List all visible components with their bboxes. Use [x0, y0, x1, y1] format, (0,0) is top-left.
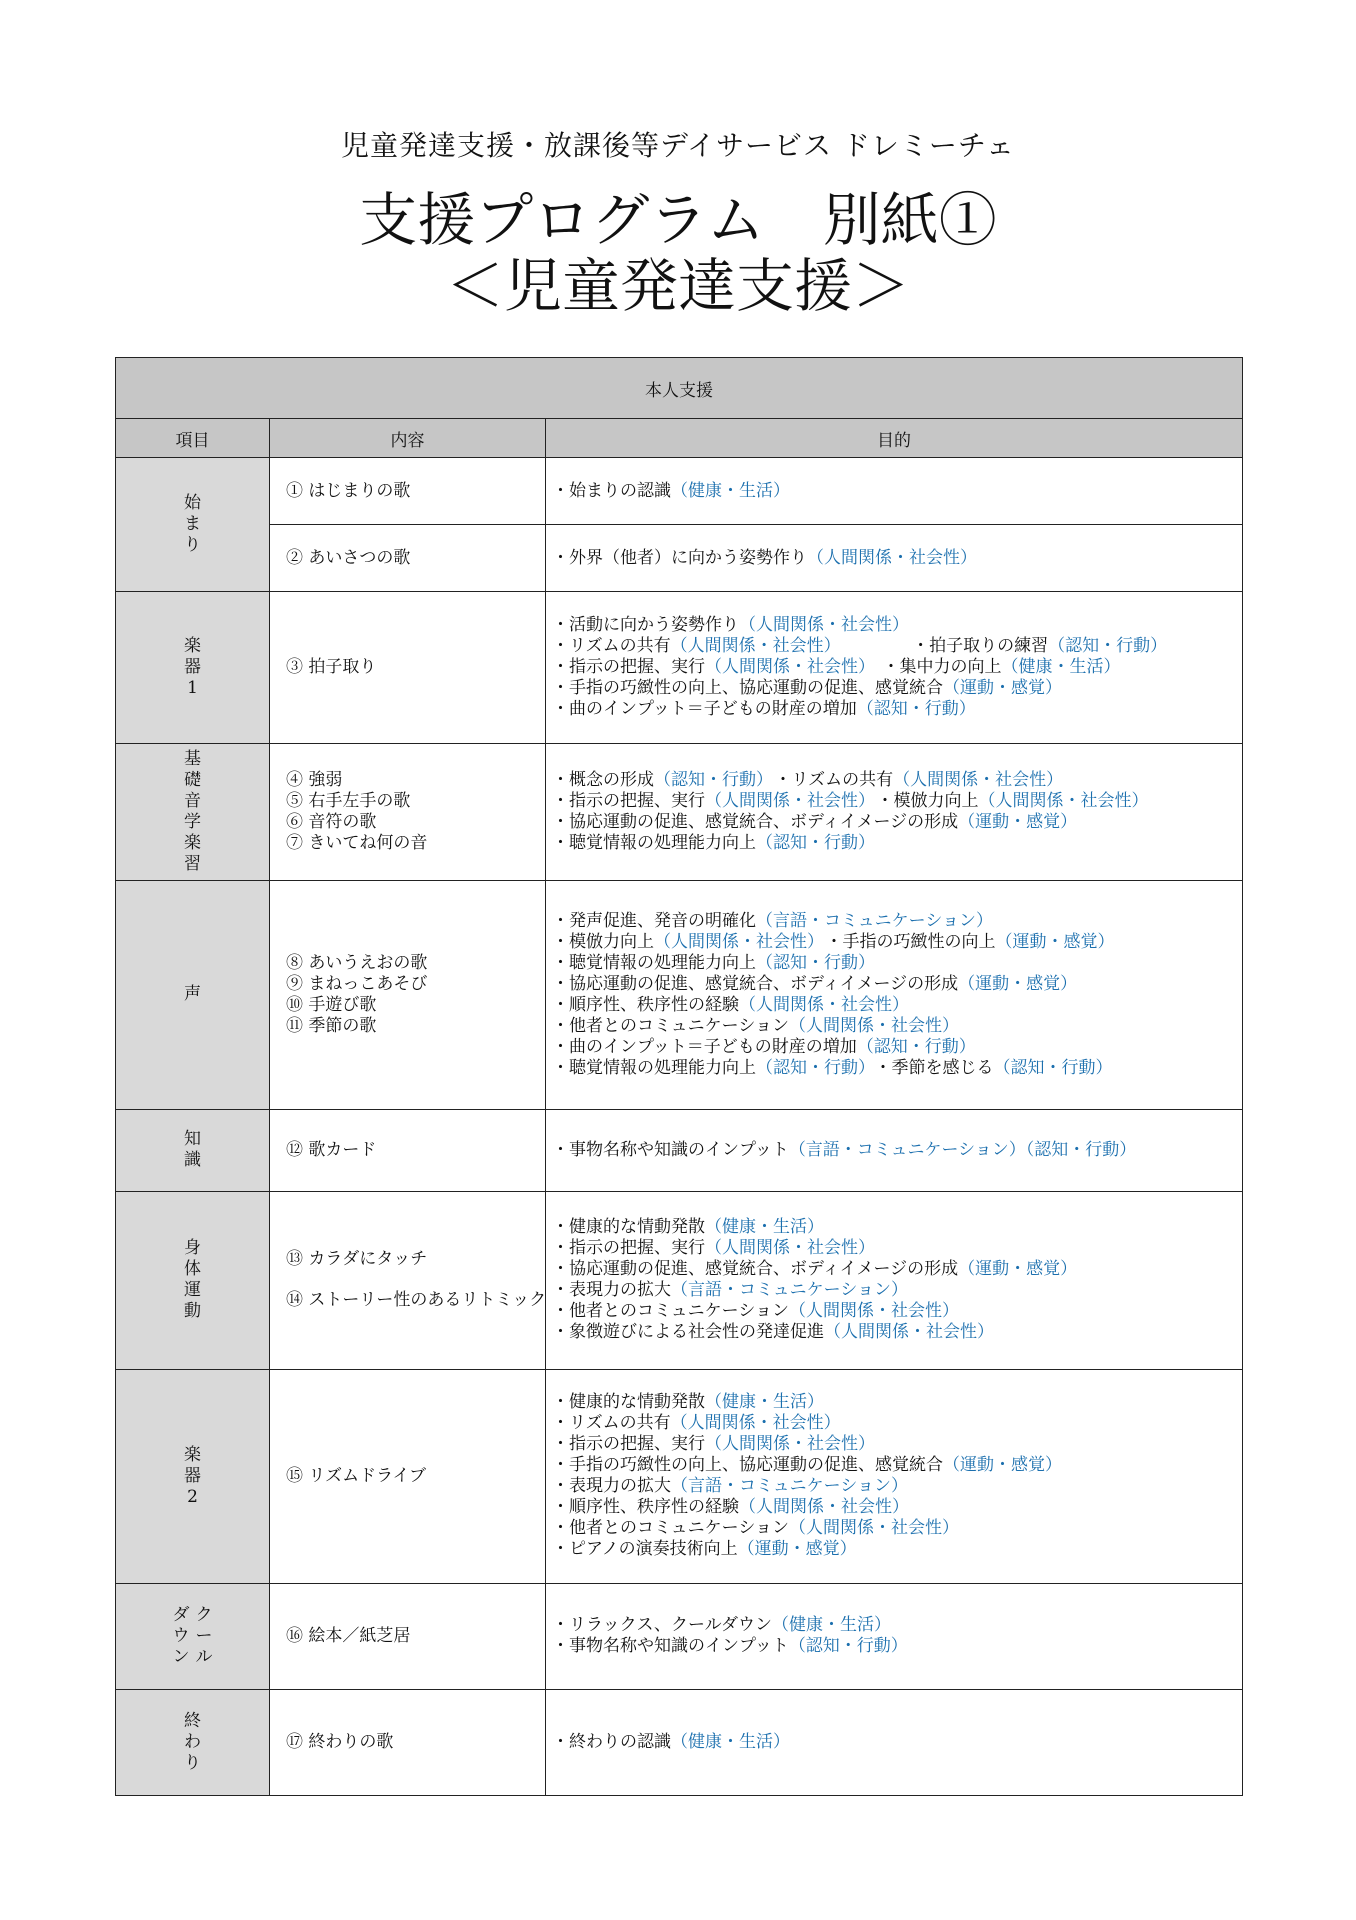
content-item: ⑬ カラダにタッチ — [286, 1249, 428, 1270]
purpose-text: ・他者とのコミュニケーション — [552, 1015, 789, 1036]
organization-name: 児童発達支援・放課後等デイサービス ドレミーチェ — [340, 129, 1016, 162]
purpose-line — [552, 1518, 1242, 1539]
purpose-text: ・発声促進、発音の明確化 — [552, 910, 756, 931]
purpose-text: ・始まりの認識 — [552, 480, 671, 501]
purpose-text: ・協応運動の促進、感覚統合、ボディイメージの形成 — [552, 973, 959, 994]
content-item: ⑫ 歌カード — [286, 1139, 377, 1160]
purpose-text: ・ピアノの演奏技術向上 — [552, 1539, 738, 1560]
domain-tag: （人間関係・社会性） — [893, 770, 1064, 791]
purpose-text: ・指示の把握、実行 — [552, 1238, 705, 1259]
purpose-text: ・聴覚情報の処理能力向上 — [552, 1057, 756, 1078]
category-cell: 知 識 — [116, 1109, 270, 1191]
table-row — [116, 881, 1243, 1109]
content-item: ① はじまりの歌 — [286, 480, 411, 501]
domain-tag: （認知・行動） — [756, 833, 875, 854]
domain-tag: （人間関係・社会性） — [788, 1301, 959, 1322]
content-item: ⑨ まねっこあそび — [286, 973, 428, 994]
category-cell: 身 体 運 動 — [116, 1191, 270, 1369]
domain-tag: （言語・コミュニケーション） — [671, 1280, 908, 1301]
content-item — [286, 1270, 545, 1290]
content-cell — [270, 458, 546, 525]
purpose-line — [552, 1539, 1242, 1560]
domain-tag: （言語・コミュニケーション）（認知・行動） — [788, 1139, 1137, 1160]
content-item: ⑭ ストーリー性のあるリトミック — [286, 1290, 547, 1311]
category-cell: 終 わ り — [116, 1689, 270, 1795]
content-cell — [270, 881, 546, 1109]
content-item: ⑪ 季節の歌 — [286, 1015, 377, 1036]
purpose-text: ・リズムの共有 — [552, 1413, 671, 1434]
purpose-line — [552, 548, 1242, 569]
purpose-text: ・模倣力向上 — [876, 791, 979, 812]
table-row — [116, 458, 1243, 525]
purpose-text: ・健康的な情動発散 — [552, 1392, 705, 1413]
content-item: ⑰ 終わりの歌 — [286, 1731, 394, 1752]
purpose-line — [552, 1615, 1242, 1636]
category-cell: 楽 器 2 — [116, 1369, 270, 1583]
purpose-line — [552, 636, 1242, 657]
domain-tag: （人間関係・社会性） — [705, 1434, 875, 1455]
domain-tag: （運動・感覚） — [995, 931, 1115, 952]
purpose-text: ・表現力の拡大 — [552, 1476, 671, 1497]
purpose-text: ・指示の把握、実行 — [552, 1434, 705, 1455]
domain-tag: （人間関係・社会性） — [739, 994, 909, 1015]
domain-tag: （認知・行動） — [788, 1636, 908, 1657]
purpose-line — [552, 812, 1242, 833]
content-item: ④ 強弱 — [286, 770, 343, 791]
column-header-purpose: 目的 — [546, 419, 1243, 458]
purpose-cell — [546, 1109, 1243, 1191]
purpose-cell — [546, 458, 1243, 525]
purpose-text: ・指示の把握、実行 — [552, 791, 705, 812]
table-body — [116, 458, 1243, 1796]
content-item: ⑤ 右手左手の歌 — [286, 791, 411, 812]
domain-tag: （認知・行動） — [654, 770, 765, 791]
purpose-line — [552, 1140, 1242, 1161]
content-item: ⑩ 手遊び歌 — [286, 994, 377, 1015]
purpose-line — [552, 1434, 1242, 1455]
content-cell — [270, 525, 546, 592]
purpose-line — [552, 1037, 1242, 1058]
domain-tag: （認知・行動） — [756, 952, 875, 973]
purpose-text: ・模倣力向上 — [552, 931, 654, 952]
purpose-text: ・終わりの認識 — [552, 1731, 671, 1752]
table-row — [116, 744, 1243, 881]
purpose-text: ・季節を感じる — [874, 1057, 994, 1078]
purpose-text: ・曲のインプット＝子どもの財産の増加 — [552, 699, 857, 720]
content-item: ⑥ 音符の歌 — [286, 812, 377, 833]
domain-tag: （人間関係・社会性） — [670, 636, 833, 657]
purpose-line — [552, 1455, 1242, 1476]
purpose-line — [552, 770, 1242, 791]
purpose-text: ・曲のインプット＝子どもの財産の増加 — [552, 1036, 857, 1057]
purpose-line — [552, 1413, 1242, 1434]
table-row — [116, 1109, 1243, 1191]
purpose-line — [552, 1280, 1242, 1301]
purpose-line — [552, 833, 1242, 854]
purpose-text: ・事物名称や知識のインプット — [552, 1636, 789, 1657]
content-item: ③ 拍子取り — [286, 657, 377, 678]
domain-tag: （健康・生活） — [1001, 657, 1121, 678]
purpose-text: ・聴覚情報の処理能力向上 — [552, 952, 756, 973]
table-row — [116, 1369, 1243, 1583]
domain-tag: （健康・生活） — [771, 1615, 891, 1636]
purpose-cell — [546, 1369, 1243, 1583]
purpose-line — [552, 1238, 1242, 1259]
purpose-text: ・事物名称や知識のインプット — [552, 1139, 789, 1160]
purpose-cell — [546, 744, 1243, 881]
content-cell — [270, 744, 546, 881]
content-cell — [270, 1369, 546, 1583]
domain-tag: （認知・行動） — [1048, 636, 1168, 657]
table-row — [116, 1191, 1243, 1369]
domain-tag: （人間関係・社会性） — [788, 1015, 959, 1036]
purpose-line — [552, 932, 1242, 953]
purpose-line — [552, 1732, 1242, 1753]
content-cell — [270, 1109, 546, 1191]
domain-tag: （認知・行動） — [856, 699, 976, 720]
domain-tag: （運動・感覚） — [943, 1455, 1062, 1476]
support-program-table — [115, 357, 1243, 1796]
domain-tag: （人間関係・社会性） — [705, 657, 867, 678]
column-header-item: 項目 — [116, 419, 270, 458]
domain-tag: （言語・コミュニケーション） — [756, 910, 993, 931]
purpose-line — [552, 1476, 1242, 1497]
purpose-line — [552, 995, 1242, 1016]
purpose-text: ・順序性、秩序性の経験 — [552, 994, 739, 1015]
content-cell — [270, 1689, 546, 1795]
purpose-text: ・協応運動の促進、感覚統合、ボディイメージの形成 — [552, 1259, 959, 1280]
category-cell: 始 ま り — [116, 458, 270, 592]
purpose-cell — [546, 1689, 1243, 1795]
purpose-cell — [546, 1583, 1243, 1689]
content-cell — [270, 1583, 546, 1689]
purpose-line — [552, 1259, 1242, 1280]
table-row — [116, 525, 1243, 592]
purpose-line — [552, 1301, 1242, 1322]
domain-tag: （人間関係・社会性） — [670, 1413, 841, 1434]
category-cell: 声 — [116, 881, 270, 1109]
table-row — [116, 1583, 1243, 1689]
purpose-text: ・聴覚情報の処理能力向上 — [552, 833, 756, 854]
purpose-text: ・順序性、秩序性の経験 — [552, 1497, 739, 1518]
domain-tag: （認知・行動） — [993, 1057, 1113, 1078]
purpose-cell — [546, 1191, 1243, 1369]
purpose-line — [552, 1497, 1242, 1518]
domain-tag: （人間関係・社会性） — [824, 1322, 994, 1343]
content-item: ⑧ あいうえおの歌 — [286, 952, 428, 973]
purpose-text: ・集中力の向上 — [882, 657, 1002, 678]
purpose-text: ・手指の巧緻性の向上 — [825, 931, 996, 952]
category-cell: 楽 器 1 — [116, 592, 270, 744]
domain-tag: （認知・行動） — [756, 1057, 867, 1078]
purpose-text: ・協応運動の促進、感覚統合、ボディイメージの形成 — [552, 812, 959, 833]
domain-tag: （運動・感覚） — [958, 812, 1078, 833]
purpose-line — [552, 481, 1242, 502]
purpose-text: ・外界（他者）に向かう姿勢作り — [552, 547, 807, 568]
purpose-text: ・手指の巧緻性の向上、協応運動の促進、感覚統合 — [552, 1455, 943, 1476]
content-item: ② あいさつの歌 — [286, 547, 411, 568]
content-item: ⑦ きいてね何の音 — [286, 833, 428, 854]
domain-tag: （人間関係・社会性） — [739, 1497, 909, 1518]
purpose-line — [552, 1217, 1242, 1238]
table-row — [116, 592, 1243, 744]
table-row — [116, 1689, 1243, 1795]
purpose-line — [552, 699, 1242, 720]
purpose-line — [552, 1016, 1242, 1037]
purpose-line — [552, 911, 1242, 932]
content-cell — [270, 592, 546, 744]
purpose-text: ・リズムの共有 — [552, 636, 671, 657]
domain-tag: （運動・感覚） — [958, 973, 1078, 994]
purpose-text: ・手指の巧緻性の向上、協応運動の促進、感覚統合 — [552, 678, 943, 699]
purpose-line — [552, 974, 1242, 995]
domain-tag: （人間関係・社会性） — [705, 1238, 875, 1259]
purpose-text: ・リラックス、クールダウン — [552, 1615, 772, 1636]
purpose-text: ・拍子取りの練習 — [912, 636, 1049, 657]
purpose-text: ・他者とのコミュニケーション — [552, 1301, 789, 1322]
purpose-text: ・象徴遊びによる社会性の発達促進 — [552, 1322, 824, 1343]
content-item: ⑯ 絵本／紙芝居 — [286, 1625, 411, 1646]
purpose-text: ・他者とのコミュニケーション — [552, 1518, 789, 1539]
section-header: 本人支援 — [116, 358, 1243, 419]
page-title: 支援プログラム 別紙① — [359, 186, 997, 254]
domain-tag: （認知・行動） — [856, 1036, 976, 1057]
domain-tag: （人間関係・社会性） — [978, 791, 1149, 812]
purpose-line — [552, 953, 1242, 974]
purpose-text: ・指示の把握、実行 — [552, 657, 705, 678]
purpose-text: ・表現力の拡大 — [552, 1280, 671, 1301]
domain-tag: （健康・生活） — [705, 1217, 824, 1238]
purpose-text: ・健康的な情動発散 — [552, 1217, 705, 1238]
domain-tag: （人間関係・社会性） — [739, 615, 909, 636]
domain-tag: （人間関係・社会性） — [807, 547, 977, 568]
domain-tag: （運動・感覚） — [737, 1539, 857, 1560]
purpose-text: ・概念の形成 — [552, 770, 654, 791]
domain-tag: （健康・生活） — [671, 480, 790, 501]
purpose-line — [552, 1636, 1242, 1657]
content-item: ⑮ リズムドライブ — [286, 1465, 427, 1486]
purpose-line — [552, 1392, 1242, 1413]
purpose-cell — [546, 881, 1243, 1109]
domain-tag: （人間関係・社会性） — [654, 931, 816, 952]
domain-tag: （人間関係・社会性） — [705, 791, 867, 812]
purpose-line — [552, 1322, 1242, 1343]
purpose-line — [552, 1058, 1242, 1079]
purpose-line — [552, 678, 1242, 699]
purpose-line — [552, 615, 1242, 636]
domain-tag: （健康・生活） — [705, 1392, 824, 1413]
domain-tag: （運動・感覚） — [958, 1259, 1078, 1280]
purpose-text: ・リズムの共有 — [774, 770, 894, 791]
purpose-cell — [546, 525, 1243, 592]
domain-tag: （健康・生活） — [671, 1731, 790, 1752]
purpose-cell — [546, 592, 1243, 744]
category-cell: 基 礎 音 学 楽 習 — [116, 744, 270, 881]
purpose-line — [552, 657, 1242, 678]
content-cell — [270, 1191, 546, 1369]
domain-tag: （人間関係・社会性） — [788, 1518, 959, 1539]
category-cell: ク ー ル ダ ウ ン — [116, 1583, 270, 1689]
page-subtitle: ＜児童発達支援＞ — [445, 252, 910, 320]
domain-tag: （言語・コミュニケーション） — [671, 1476, 908, 1497]
domain-tag: （運動・感覚） — [943, 678, 1062, 699]
purpose-line — [552, 791, 1242, 812]
column-header-content: 内容 — [270, 419, 546, 458]
purpose-text: ・活動に向かう姿勢作り — [552, 615, 739, 636]
